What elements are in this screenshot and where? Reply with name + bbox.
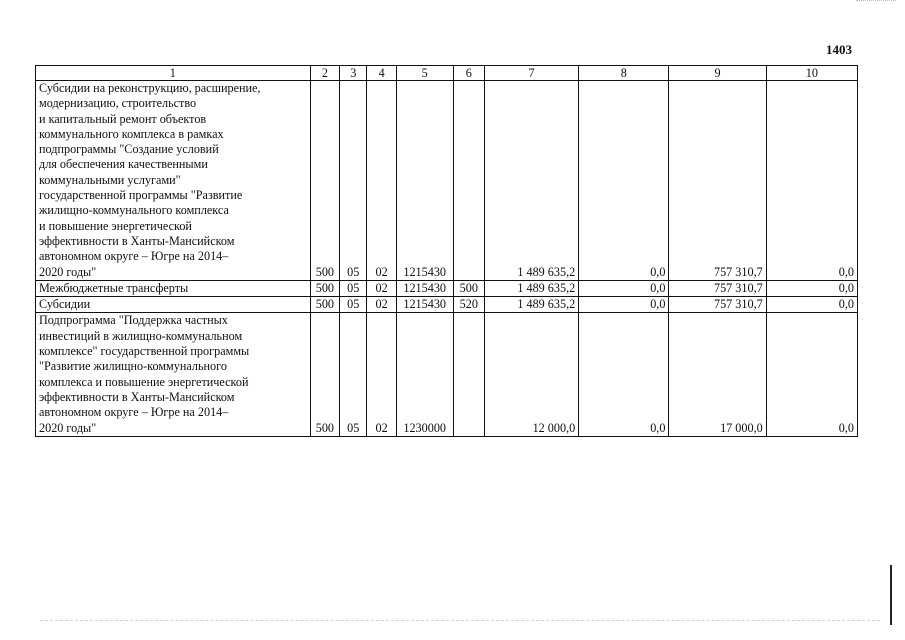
description-line: и повышение энергетической xyxy=(39,218,192,233)
column-header: 3 xyxy=(340,66,367,81)
row-description xyxy=(36,313,311,436)
table-row xyxy=(36,280,858,296)
column-header: 9 xyxy=(669,66,766,81)
cell-section: 05 xyxy=(340,280,367,296)
cell-section: 05 xyxy=(340,297,367,313)
cell-target-article: 1230000 xyxy=(396,313,453,436)
description-line: 2020 годы" xyxy=(39,420,97,435)
cell-amount-col8: 0,0 xyxy=(579,280,669,296)
description-line: 2020 годы" xyxy=(39,264,97,279)
cell-amount-col10: 0,0 xyxy=(766,81,857,281)
cell-amount-col9: 757 310,7 xyxy=(669,81,766,281)
description-line: Субсидии на реконструкцию, расширение, xyxy=(39,81,261,95)
cell-expense-type: 500 xyxy=(453,280,484,296)
cell-amount-col10: 0,0 xyxy=(766,280,857,296)
table-header-row xyxy=(36,66,858,81)
column-header: 7 xyxy=(484,66,578,81)
cell-target-article: 1215430 xyxy=(396,297,453,313)
cell-amount-col9: 17 000,0 xyxy=(669,313,766,436)
table-row xyxy=(36,297,858,313)
description-line: комплексе" государственной программы xyxy=(39,344,250,359)
description-line: жилищно-коммунального комплекса xyxy=(39,203,229,218)
column-header: 5 xyxy=(396,66,453,81)
cell-amount-col7: 1 489 635,2 xyxy=(484,81,578,281)
row-description xyxy=(36,280,311,296)
cell-admin-code: 500 xyxy=(310,280,339,296)
column-header: 4 xyxy=(367,66,396,81)
cell-amount-col10: 0,0 xyxy=(766,297,857,313)
description-line: комплекса и повышение энергетической xyxy=(39,374,249,389)
cell-amount-col7: 12 000,0 xyxy=(484,313,578,436)
description-line: эффективности в Ханты-Мансийском xyxy=(39,389,235,404)
cell-expense-type xyxy=(453,81,484,281)
cell-target-article: 1215430 xyxy=(396,280,453,296)
description-line: инвестиций в жилищно-коммунальном xyxy=(39,328,243,343)
scan-edge-line xyxy=(890,565,892,625)
cell-subsection: 02 xyxy=(367,280,396,296)
row-description xyxy=(36,297,311,313)
cell-subsection: 02 xyxy=(367,81,396,281)
description-line: Межбюджетные трансферты xyxy=(39,280,189,295)
cell-amount-col9: 757 310,7 xyxy=(669,297,766,313)
column-header: 1 xyxy=(36,66,311,81)
cell-amount-col10: 0,0 xyxy=(766,313,857,436)
description-line: Подпрограмма "Поддержка частных xyxy=(39,313,228,328)
cell-section: 05 xyxy=(340,313,367,436)
cell-section: 05 xyxy=(340,81,367,281)
description-line: Субсидии xyxy=(39,297,91,312)
column-header: 2 xyxy=(310,66,339,81)
cell-subsection: 02 xyxy=(367,297,396,313)
description-line: коммунальными услугами" xyxy=(39,172,181,187)
column-header: 6 xyxy=(453,66,484,81)
cell-expense-type: 520 xyxy=(453,297,484,313)
cell-admin-code: 500 xyxy=(310,313,339,436)
cell-expense-type xyxy=(453,313,484,436)
cell-amount-col7: 1 489 635,2 xyxy=(484,297,578,313)
description-line: автономном округе – Югре на 2014– xyxy=(39,405,229,420)
description-line: подпрограммы "Создание условий xyxy=(39,142,219,157)
description-line: эффективности в Ханты-Мансийском xyxy=(39,233,235,248)
page-number: 1403 xyxy=(826,42,852,57)
cell-amount-col8: 0,0 xyxy=(579,297,669,313)
column-header: 10 xyxy=(766,66,857,81)
description-line: "Развитие жилищно-коммунального xyxy=(39,359,227,374)
cell-subsection: 02 xyxy=(367,313,396,436)
cell-admin-code: 500 xyxy=(310,297,339,313)
budget-table xyxy=(35,65,858,437)
cell-amount-col8: 0,0 xyxy=(579,313,669,436)
table-row xyxy=(36,313,858,436)
scan-corner-mark xyxy=(856,0,896,4)
cell-admin-code: 500 xyxy=(310,81,339,281)
cell-amount-col8: 0,0 xyxy=(579,81,669,281)
description-line: и капитальный ремонт объектов xyxy=(39,111,207,126)
description-line: государственной программы "Развитие xyxy=(39,188,243,203)
description-line: коммунального комплекса в рамках xyxy=(39,126,224,141)
description-line: модернизацию, строительство xyxy=(39,96,197,111)
cell-target-article: 1215430 xyxy=(396,81,453,281)
table-row xyxy=(36,81,858,281)
cell-amount-col7: 1 489 635,2 xyxy=(484,280,578,296)
scan-noise-line xyxy=(40,620,880,622)
description-line: для обеспечения качественными xyxy=(39,157,208,172)
row-description xyxy=(36,81,311,281)
column-header: 8 xyxy=(579,66,669,81)
cell-amount-col9: 757 310,7 xyxy=(669,280,766,296)
description-line: автономном округе – Югре на 2014– xyxy=(39,249,229,264)
